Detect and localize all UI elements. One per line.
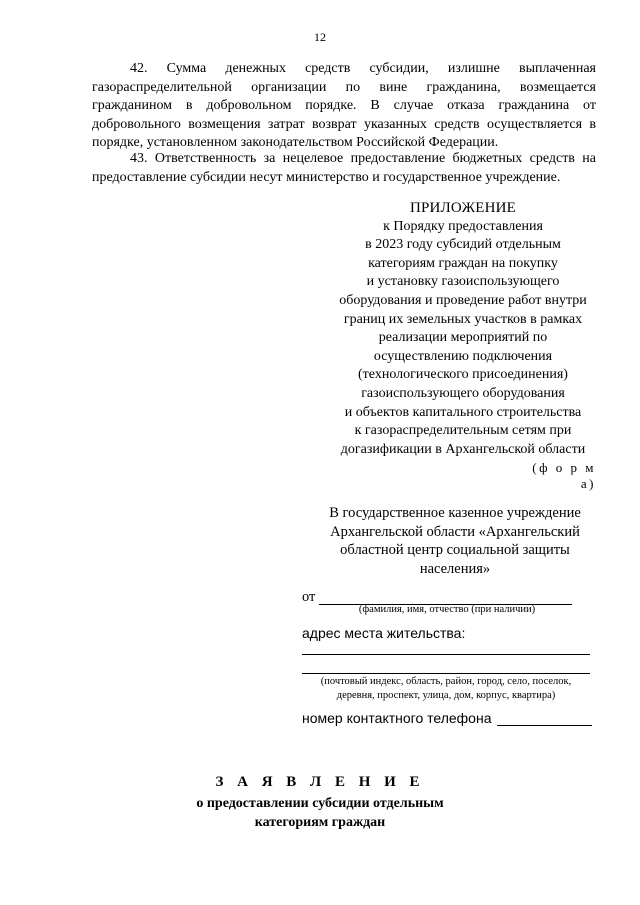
phone-label: номер контактного телефона [302, 710, 492, 726]
addressee-line: населения» [419, 560, 491, 577]
appendix-line: в 2023 году субсидий отдельным [365, 237, 561, 253]
appendix-header [318, 199, 608, 459]
address-fill-line-2[interactable] [302, 673, 590, 674]
appendix-line: к Порядку предоставления [383, 218, 543, 234]
address-caption-line: (почтовый индекс, область, район, город, село, поселок, [320, 676, 572, 687]
address-fill-line-1[interactable] [302, 654, 590, 655]
address-label: адрес места жительства: [302, 625, 466, 641]
statement-subtitle-line: категориям граждан [254, 814, 386, 830]
appendix-line: (технологического присоединения) [358, 367, 568, 383]
fio-caption: (фамилия, имя, отчество (при наличии) [358, 604, 536, 615]
page-number: 12 [314, 30, 326, 44]
phone-fill-line[interactable] [497, 725, 592, 726]
appendix-line: осуществлению подключения [373, 348, 553, 364]
appendix-line: реализации мероприятий по [378, 330, 548, 346]
appendix-line: догазификации в Архангельской области [340, 441, 586, 457]
appendix-line: категориям граждан на покупку [368, 255, 558, 271]
appendix-line: и установку газоиспользующего [366, 274, 560, 290]
appendix-line: границ их земельных участков в рамках [343, 311, 583, 327]
appendix-line: и объектов капитального строительства [344, 404, 582, 420]
form-label: (ф о р м а) [532, 460, 596, 491]
address-caption-line: деревня, проспект, улица, дом, корпус, квартира) [336, 690, 556, 701]
address-caption [302, 675, 590, 703]
addressee-line: Архангельской области «Архангельский [330, 523, 580, 540]
phone-field[interactable] [302, 710, 594, 730]
appendix-line: газоиспользующего оборудования [361, 385, 565, 401]
addressee-line: областной центр социальной защиты [340, 542, 570, 558]
addressee-block [305, 504, 605, 578]
appendix-line: оборудования и проведение работ внутри [339, 292, 587, 308]
paragraph-43: 43. Ответственность за нецелевое предоставление бюджетных средств на предоставление субсидии несут министерство и государственное учреждение. [92, 151, 596, 185]
from-label: от [302, 589, 316, 605]
appendix-title: ПРИЛОЖЕНИЕ [409, 200, 517, 216]
statement-title: З А Я В Л Е Н И Е [215, 774, 425, 790]
paragraph-42: 42. Сумма денежных средств субсидии, излишне выплаченная газораспределительной организации по вине гражданина, возмещается гражданином в добровольном порядке. В случае отказа гражданина от добровольного возмещения затрат возврат указанных средств осуществляется в порядке, установленном законодательством Российской Федерации. [92, 61, 596, 150]
statement-subtitle-line: о предоставлении субсидии отдельным [196, 796, 444, 811]
appendix-line: к газораспределительным сетям при [354, 423, 572, 439]
addressee-line: В государственное казенное учреждение [329, 505, 581, 521]
statement-subtitle [0, 795, 640, 832]
